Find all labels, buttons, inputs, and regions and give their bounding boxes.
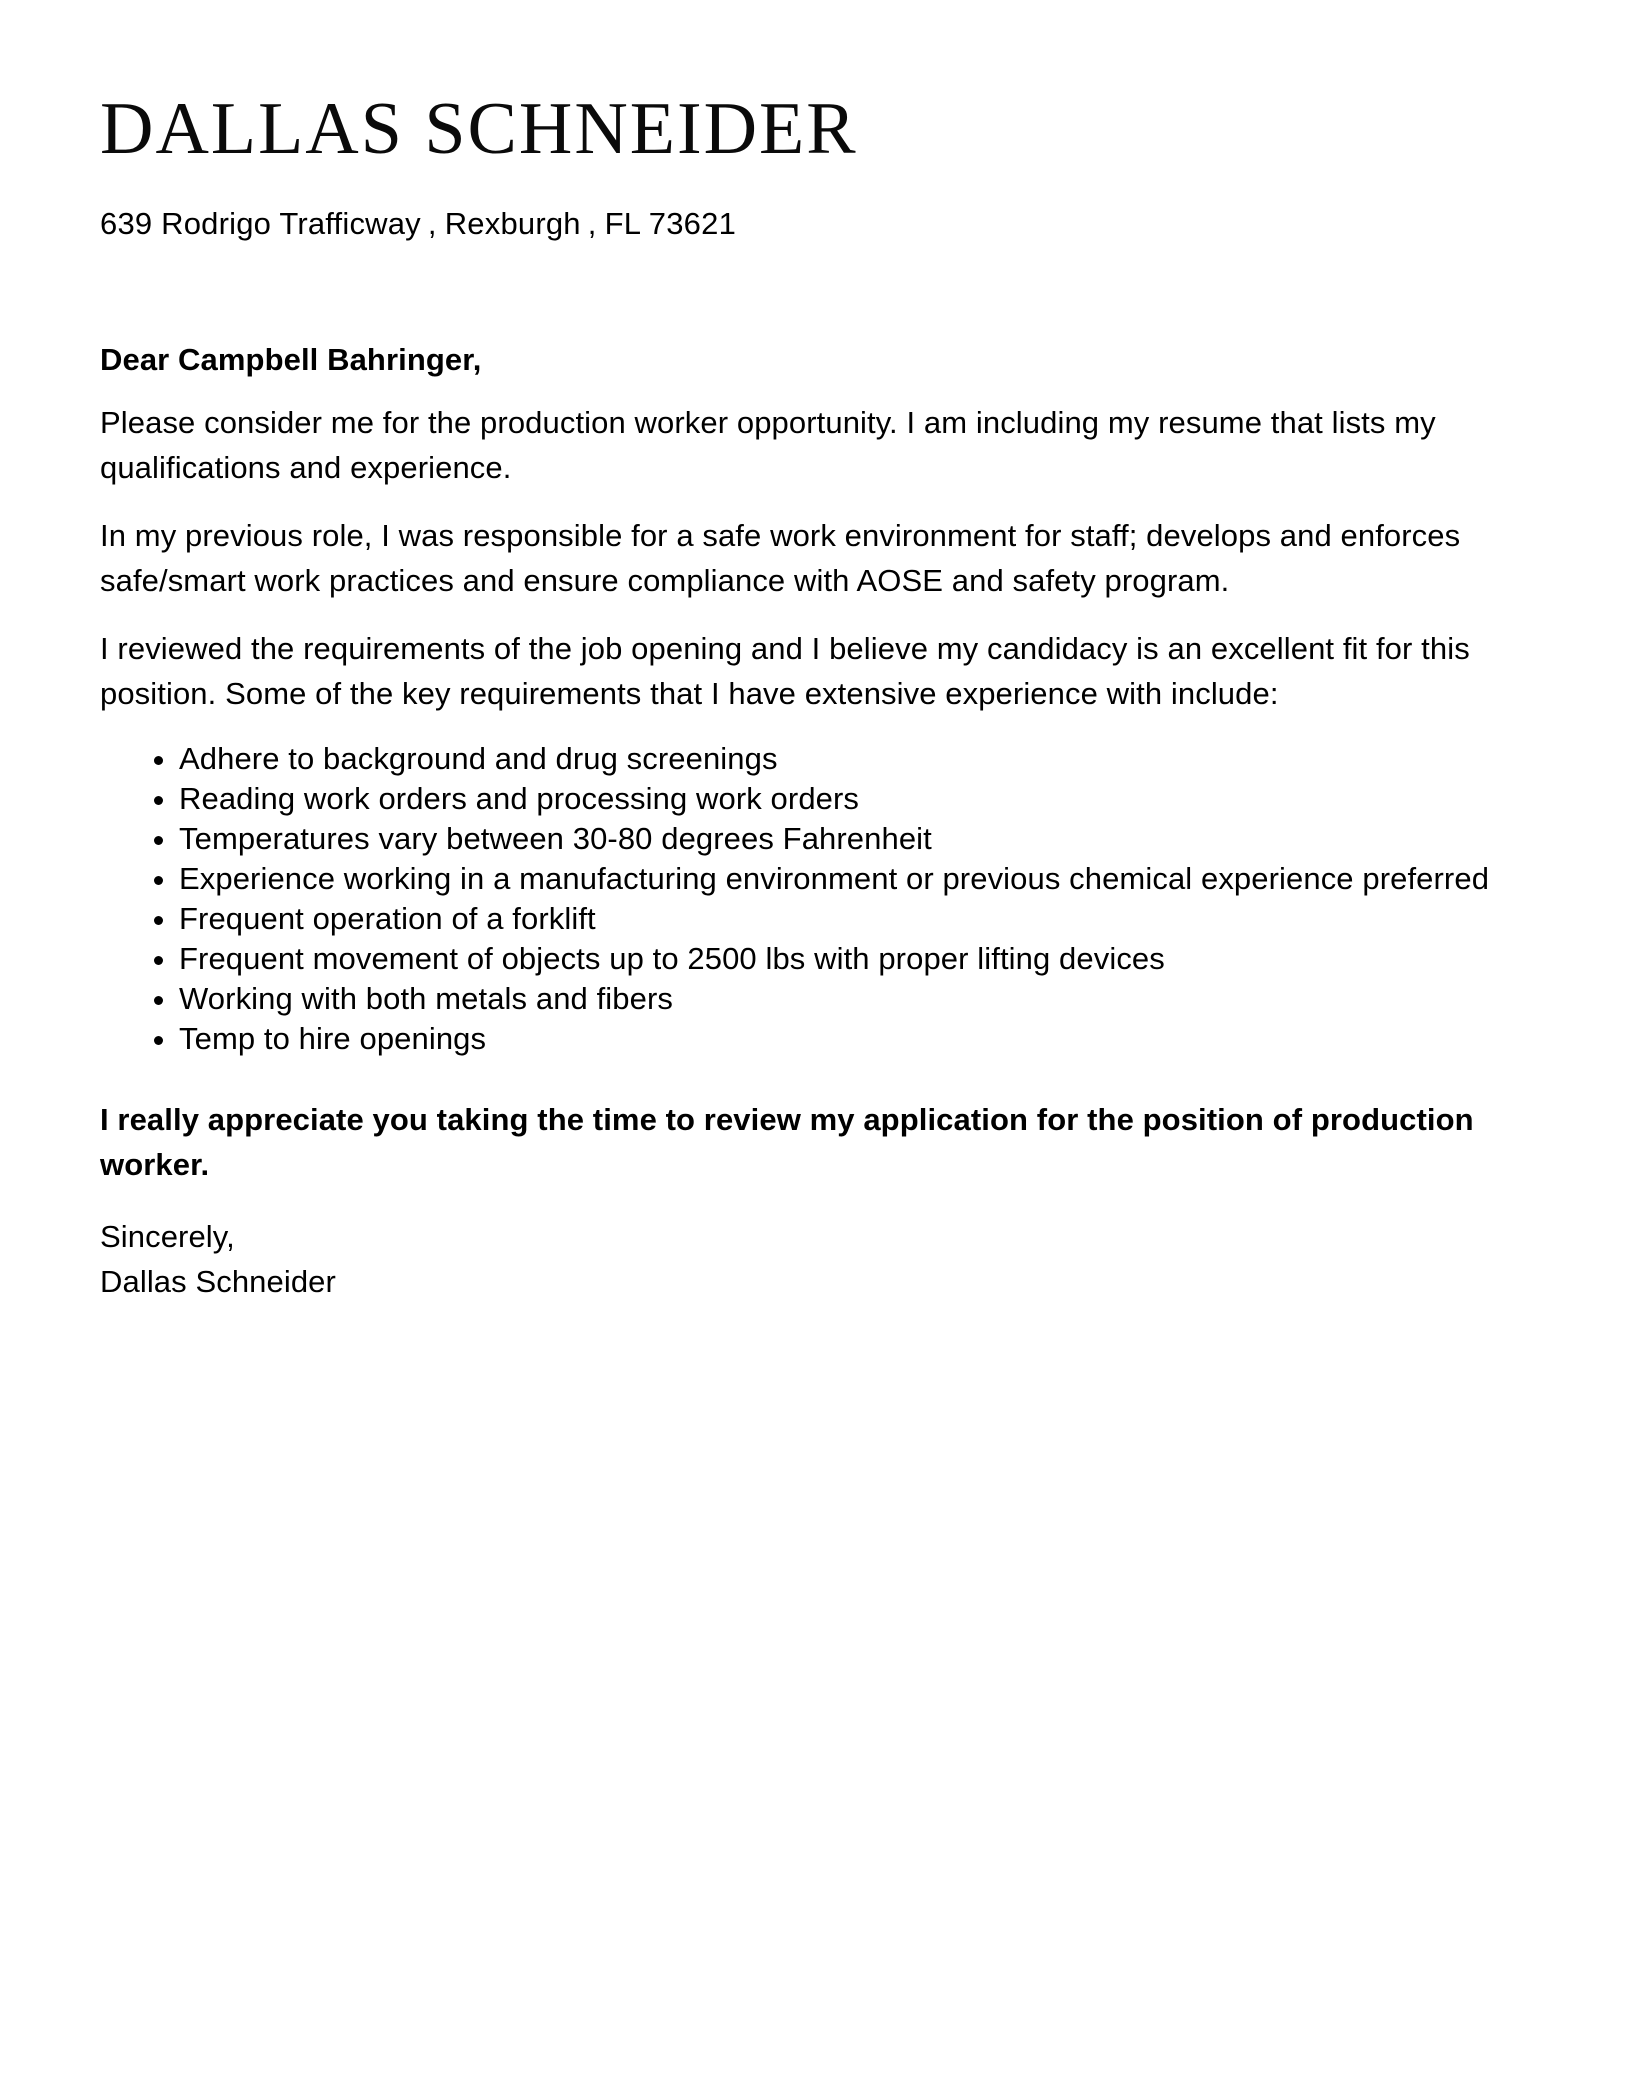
closing-paragraph: I really appreciate you taking the time to review my application for the position of production worker. <box>100 1102 1474 1182</box>
requirement-item: • Temp to hire openings <box>179 1019 1532 1059</box>
requirement-item: • Frequent operation of a forklift <box>179 899 1532 939</box>
address-city: Rexburgh <box>444 206 581 241</box>
requirement-item: • Frequent movement of objects up to 2500 lbs with proper lifting devices <box>179 939 1532 979</box>
requirement-item: • Temperatures vary between 30-80 degrees Fahrenheit <box>179 819 1532 859</box>
address-separator: , <box>587 206 597 241</box>
requirements-list <box>100 739 1532 1059</box>
letter-body <box>100 337 1532 1304</box>
address-state-zip: FL 73621 <box>604 206 737 241</box>
applicant-name: DALLAS SCHNEIDER <box>100 88 858 170</box>
requirement-item: • Working with both metals and fibers <box>179 979 1532 1019</box>
paragraph-intro: Please consider me for the production worker opportunity. I am including my resume that lists my qualifications and experience. <box>100 405 1436 485</box>
salutation: Dear Campbell Bahringer, <box>100 342 482 377</box>
requirement-item: • Experience working in a manufacturing environment or previous chemical experience preferred <box>179 859 1532 899</box>
signoff-block <box>100 1214 1532 1304</box>
signoff-word: Sincerely, <box>100 1219 235 1254</box>
requirement-item: • Reading work orders and processing work orders <box>179 779 1532 819</box>
address-separator: , <box>427 206 437 241</box>
letter-header <box>100 88 1532 242</box>
signature-name: Dallas Schneider <box>100 1264 336 1299</box>
address-street: 639 Rodrigo Trafficway <box>100 206 421 241</box>
applicant-address <box>100 206 1532 242</box>
paragraph-requirements-lead: I reviewed the requirements of the job opening and I believe my candidacy is an excellent fit for this position. Some of the key requirements that I have extensive experience with include: <box>100 631 1470 711</box>
requirement-item: • Adhere to background and drug screenings <box>179 739 1532 779</box>
paragraph-previous-role: In my previous role, I was responsible for a safe work environment for staff; develops and enforces safe/smart work practices and ensure compliance with AOSE and safety program. <box>100 518 1461 598</box>
